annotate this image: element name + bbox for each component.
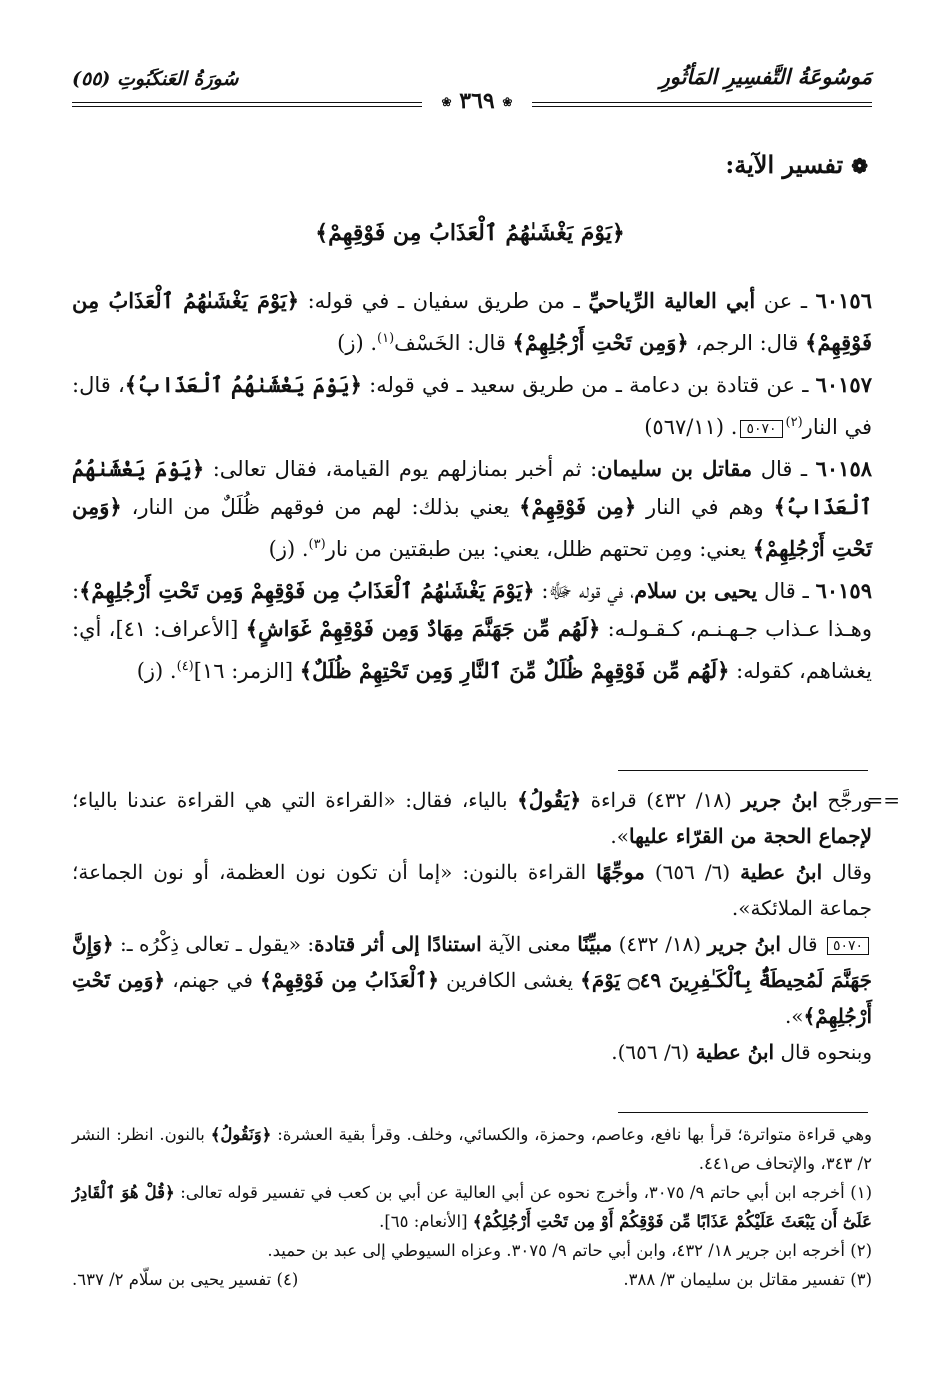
quran-quote: ﴿ٱلْعَذَابُ مِن فَوْقِهِمْ﴾ [259,968,440,992]
text: ـ عن [755,289,816,313]
comment-ref-box: ٥٠٧٠ [740,420,782,438]
text: ، في قوله ﷻ: [534,579,635,603]
text: (١٨/ ٤٣٢) قراءة [581,788,742,812]
text: . (ز) [136,659,177,683]
footnote-row [72,1265,872,1294]
text: : «يقول ـ تعالى ذِكْرُه ـ: [113,932,315,956]
text: قال [780,932,824,956]
quran-quote: ﴿وَإِنَّ جَهَنَّمَ لَمُحِيطَةٌۢ بِٱلْكَـٰفِرِينَ ۝٤٩ يَوْمَ﴾ [72,932,872,992]
footnote-ref: (١) [377,331,395,346]
scholar-name: ابنُ عطية [695,1040,775,1064]
footnote-continued [72,1120,872,1178]
text: (٦/ ٦٥٦) [644,860,741,884]
page-number: ٣٦٩ [459,88,495,114]
text: ـ قال [757,579,816,603]
ornament-icon: ❀ [441,95,452,109]
text: يعني بذلك: لهم من فوقهم ظُلَلٌ من النار، [121,495,520,519]
quran-quote: ﴿لَهُم مِّن جَهَنَّمَ مِهَادٌ وَمِن فَوْقِهِمْ غَوَاشٍ﴾ [245,616,601,641]
footnote-divider [618,1112,868,1113]
text: ». [610,824,629,848]
commentary-paragraph [72,1034,872,1070]
quran-verse: ﴿يَوْمَ يَغْشَىٰهُمُ ٱلْعَذَابُ مِن فَوْقِهِمْ﴾ [315,220,625,246]
text: ». [784,1004,804,1028]
commentary-paragraph [72,782,900,854]
text: ، قال: في النار [72,373,872,439]
flower-icon: ❁ [851,154,868,178]
narration-entry [72,366,872,446]
quran-quote: ﴿مِن فَوْقِهِمْ﴾ [519,494,637,519]
text: بالنون. انظر: النشر ٢/ ٣٤٣، والإتحاف ص٤٤١. [72,1125,872,1173]
text: [الأعراف: ٤١]، أي: يغشاهم، كقوله: [72,617,872,683]
header-rule-left [72,102,422,107]
narrator-name: مقاتل بن سليمان [597,456,753,481]
section-heading-text: تفسير الآية: [725,150,844,179]
ornament-icon: ❀ [502,95,513,109]
text: ـ من طريق سفيان ـ في قوله: [299,289,589,313]
scholar-name: ابنُ جرير [707,932,781,956]
quran-quote: ﴿قُلْ هُوَ ٱلْقَادِرُ عَلَىٰٓ أَن يَبْعَثَ عَلَيْكُمْ عَذَابًا مِّن فَوْقِكُمْ أَوْ مِن تَحْتِ أَرْجُلِكُمْ﴾ [72,1183,872,1231]
quran-quote: ﴿وَمِن تَحْتِ أَرْجُلِهِمْ﴾ [72,494,872,561]
quran-quote: ﴿يَوْمَ يَغْشَىٰهُمُ ٱلْعَذَابُ مِن فَوْقِهِمْ وَمِن تَحْتِ أَرْجُلِهِمْ﴾ [79,578,535,603]
footnote-2: (٢) أخرجه ابن جرير ١٨/ ٤٣٢، وابن أبي حاتم ٩/ ٣٠٧٥. وعزاه السيوطي إلى عبد بن حميد. [267,1241,872,1260]
narration-entry [72,572,872,690]
narration-entry [72,282,872,362]
section-heading [725,150,868,179]
quran-quote: ﴿وَمِن تَحْتِ أَرْجُلِهِمْ﴾ [512,330,689,355]
emphasis: استنادًا إلى أثر قتادة [314,932,482,956]
text: معنى الآية [481,932,578,956]
text: (١٨/ ٤٣٢) [612,932,708,956]
scholar-name: ابنُ جرير [741,788,818,812]
text: (٦/ ٦٥٦). [611,1040,696,1064]
quran-quote: ﴿يَوْمَ يَغْشَىٰهُمُ ٱلْعَذَابُ﴾ [72,456,873,519]
narrations [72,282,872,694]
footnotes [72,1120,872,1294]
text: القراءة بالنون: «إما أن تكون نون العظمة، أو نون الجماعة؛ جماعة الملائكة». [72,860,872,920]
text: : وهـذا عـذاب جـهـنـم، كـقـولـه: [72,579,872,641]
quran-quote: ﴿يَوْمَ يَغْشَىٰهُمُ ٱلْعَذَابُ مِن فَوْقِهِمْ﴾ [72,288,872,355]
text: بالياء، فقال: «القراءة التي هي القراءة عندنا بالياء؛ [72,788,518,812]
quran-quote: ﴿يَوْمَ يَغْشَىٰهُمُ ٱلْعَذَابُ﴾ [124,372,362,397]
commentary-paragraph [72,926,872,1034]
text: يغشى الكافرين [439,968,581,992]
page-number-block [422,88,532,114]
quran-quote: ﴿لَهُم مِّن فَوْقِهِمْ ظُلَلٌ مِّنَ ٱلنَّارِ وَمِن تَحْتِهِمْ ظُلَلٌ﴾ [299,658,730,683]
narrator-name: يحيى بن سلام [634,578,758,603]
footnote-ref: (٢) [785,415,803,430]
text: [الزمر: ١٦] [193,659,300,683]
footnote-1 [72,1178,872,1236]
narration-entry [72,450,872,568]
comment-ref-box: ٥٠٧٠ [827,937,869,955]
emphasis: لإجماع الحجة من القرّاء عليها [628,824,872,848]
book-title: مَوسُوعَةُ التَّفسِيرِ المَأثُورِ [659,64,872,89]
text: [الأنعام: ٦٥]. [379,1212,473,1231]
page-header [72,58,872,118]
text: في جهنم، [165,968,260,992]
text: قال: الرجم، [688,331,806,355]
quran-quote: ﴿يَقُولُ﴾ [517,788,582,812]
text: وقال [822,860,872,884]
text: وبنحوه قال [774,1040,872,1064]
text: (١) أخرجه ابن أبي حاتم ٩/ ٣٠٧٥، وأخرج نحوه عن أبي العالية عن أبي بن كعب في تفسير قوله تعالى: [174,1183,872,1202]
text: ـ عن قتادة بن دعامة ـ من طريق سعيد ـ في قوله: [361,373,816,397]
text: وهم في النار [636,495,774,519]
narration-number: ٦٠١٥٨ [815,456,873,481]
text: . (٥٦٧/١١) [644,415,738,439]
text: وهي قراءة متواترة؛ قرأ بها نافع، وعاصم، وحمزة، والكسائي، وخلف. وقرأ بقية العشرة: [271,1125,872,1144]
emphasis: موجِّهًا [596,860,645,884]
quran-quote: ﴿وَمِن تَحْتِ أَرْجُلِهِمْ﴾ [72,968,872,1028]
scholar-name: ابنُ عطية [740,860,823,884]
header-rule-right [532,102,872,107]
narrator-name: أبي العالية الرِّياحيِّ [588,288,756,313]
text: . (ز) [337,331,378,355]
text: قال: الخَسْف [394,331,513,355]
text: : ثم أخبر بمنازلهم يوم القيامة، فقال تعالى: [204,457,598,481]
narration-number: ٦٠١٥٦ [815,288,872,313]
footnote-ref: (٣) [308,537,326,552]
text: . (ز) [268,537,309,561]
emphasis: مبيِّنًا [577,932,613,956]
surah-title: سُورَةُ العَنكَبُوتِ (٥٥) [72,68,239,90]
narration-number: ٦٠١٥٧ [815,372,872,397]
footnote-3: (٣) تفسير مقاتل بن سليمان ٣/ ٣٨٨. [623,1270,872,1289]
text: ـ قال [752,457,816,481]
text: يعني: ومِن تحتهم ظلل، يعني: بين طبقتين من نار [325,537,753,561]
narration-number: ٦٠١٥٩ [815,578,872,603]
continuation-mark: == [866,788,900,812]
commentary-divider [618,770,868,771]
footnote-4: (٤) تفسير يحيى بن سلّام ٢/ ٦٣٧. [72,1270,299,1289]
footnote-ref: (٤) [176,659,194,674]
commentary [72,782,900,1070]
text: ورجَّح [817,788,872,812]
commentary-paragraph [72,854,872,926]
quran-quote: ﴿وَنَقُولُ﴾ [210,1125,272,1144]
